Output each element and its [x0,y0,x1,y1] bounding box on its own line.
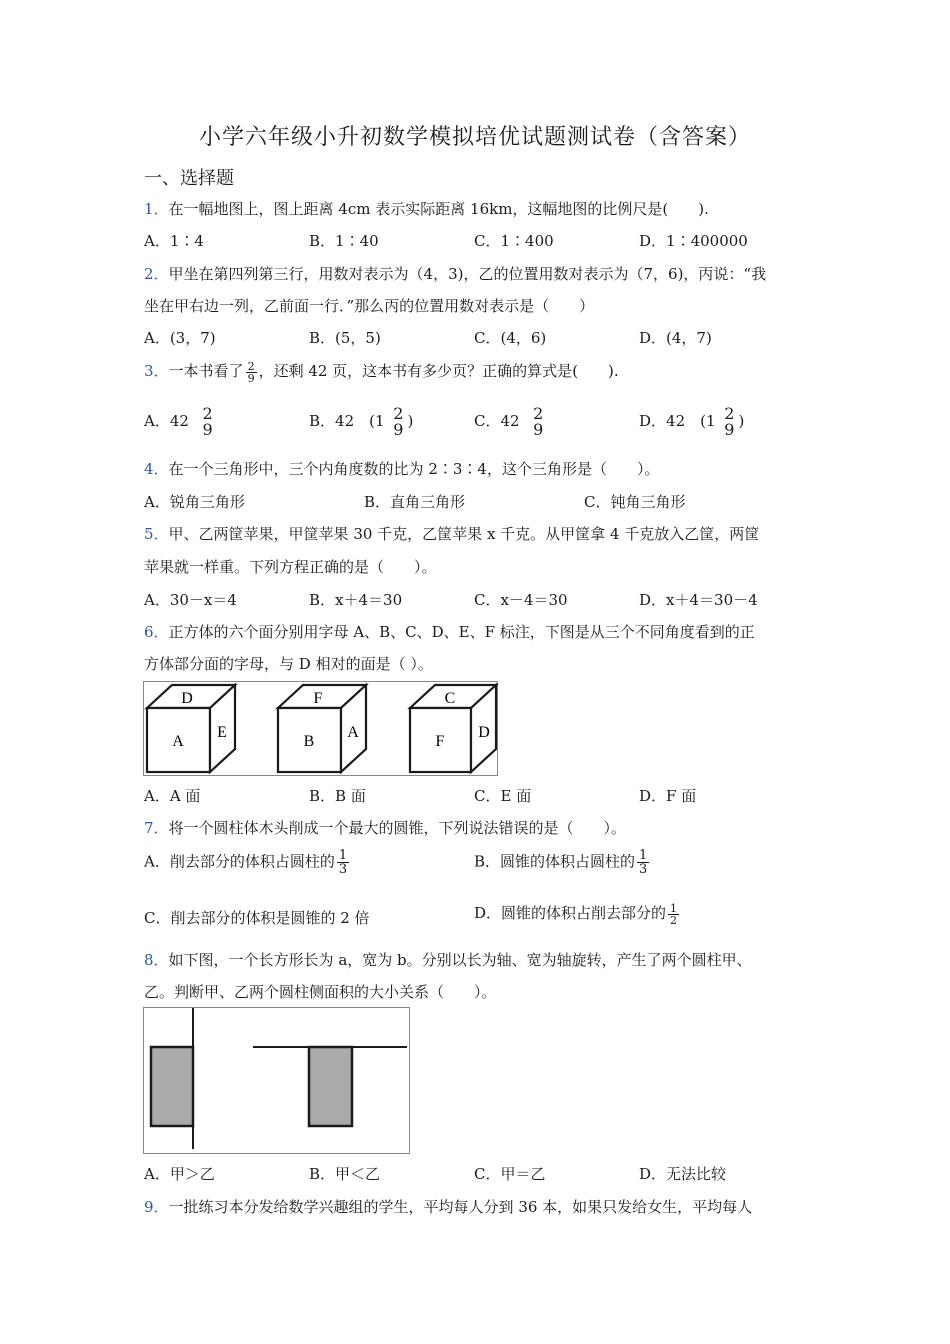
fraction: $\frac{1}{3}$ [338,848,348,877]
cube-side-label: A [347,724,359,741]
question-6 [144,621,755,642]
question-text-line1: 甲、乙两筐苹果，甲筐苹果 30 千克，乙筐苹果 x 千克。从甲筐拿 4 千克放入乙筐，两筐 [168,525,760,543]
option-a: A．削去部分的体积占圆柱的 $\frac{1}{3}$ [144,848,348,877]
fraction: 2 9 [724,404,735,439]
question-text-line2: 乙。判断甲、乙两个圆柱侧面积的大小关系（ ）。 [144,983,497,1001]
question-text: 一批练习本分发给数学兴趣组的学生，平均每人分到 36 本，如果只发给女生，平均每人 [168,1198,753,1216]
cube-top-label: C [444,690,456,707]
option-b: B．x＋4＝30 [309,591,403,609]
question-text: 一本书看了 [168,362,244,380]
question-4 [144,458,659,479]
option-d: D．圆锥的体积占削去部分的 $\frac{1}{2}$ [474,901,678,927]
question-number: 2． [144,265,169,283]
cube-1 [147,685,235,772]
option-b: B．(5，5) [309,329,381,347]
option-c: C．(4，6) [474,329,547,347]
option-b: B．甲＜乙 [309,1165,381,1183]
cube-front-label: F [435,733,445,750]
section-heading: 一、选择题 [144,168,234,189]
option-c: C．削去部分的体积是圆锥的 2 倍 [144,909,370,927]
option-d: D．42 (1 2 9 ) [639,404,745,439]
question-3 [144,360,619,384]
question-text: 在一个三角形中，三个内角度数的比为 2∶3∶4，这个三角形是（ ）。 [168,460,660,478]
question-number: 6． [144,623,169,641]
option-a: A．30－x＝4 [144,591,237,609]
question-text: 在一幅地图上，图上距离 4cm 表示实际距离 16km，这幅地图的比例尺是( ). [168,200,709,218]
option-c: C．钝角三角形 [584,493,686,511]
question-7 [144,817,626,838]
question-text: ，还剩 42 页，这本书有多少页？正确的算式是( ). [258,362,619,380]
cube-3 [410,685,496,772]
cube-front-label: A [172,733,184,750]
option-c: C．x－4＝30 [474,591,568,609]
question-number: 7． [144,819,169,837]
option-a: A．锐角三角形 [144,493,245,511]
question-1 [144,198,709,219]
fraction: 2 9 [202,404,213,439]
question-text-line1: 甲坐在第四列第三行，用数对表示为（4，3)，乙的位置用数对表示为（7，6)，丙说：“我 [168,265,767,283]
fraction: $\frac{1}{3}$ [639,848,648,877]
option-a: A．A 面 [144,787,201,805]
question-number: 1． [144,200,169,218]
question-number: 5． [144,525,169,543]
question-number: 4． [144,460,169,478]
cube-2 [278,685,366,772]
option-b: B．42 (1 2 9 ) [309,404,414,439]
fraction: 2 9 [533,404,544,439]
option-c: C．42 2 9 [474,404,544,439]
fraction: 2 9 [393,404,404,439]
option-c: C．E 面 [474,787,532,805]
cube-side-label: E [217,724,227,741]
option-a: A．(3，7) [144,329,216,347]
cube-top-label: D [181,690,193,707]
option-d: D．(4，7) [639,329,712,347]
question-text-line2: 坐在甲右边一列，乙前面一行．”那么丙的位置用数对表示是（ ） [144,297,595,315]
question-9 [144,1196,752,1217]
rectangles-figure [143,1007,411,1155]
option-b: B．B 面 [309,787,366,805]
option-b: B．直角三角形 [364,493,466,511]
question-8 [144,949,752,970]
option-d: D．1∶400000 [639,232,748,250]
question-text-line1: 如下图，一个长方形长为 a，宽为 b。分别以长为轴、宽为轴旋转，产生了两个圆柱甲、 [168,951,752,969]
cubes-figure [143,681,498,777]
option-a: A．1∶4 [144,232,204,250]
option-a: A．甲＞乙 [144,1165,215,1183]
question-number: 8． [144,951,169,969]
cube-top-label: F [313,690,323,707]
question-number: 3． [144,362,169,380]
fraction: $\frac{2}{9}$ [247,359,255,385]
question-2 [144,263,766,284]
question-text-line2: 苹果就一样重。下列方程正确的是（ ）。 [144,558,437,576]
option-d: D．x＋4＝30－4 [639,591,758,609]
fraction: $\frac{1}{2}$ [670,901,678,927]
question-text-line1: 正方体的六个面分别用字母 A、B、C、D、E、F 标注，下图是从三个不同角度看到的正 [168,623,755,641]
option-b: B．1∶40 [309,232,379,250]
option-c: C．甲＝乙 [474,1165,546,1183]
question-number: 9． [144,1198,169,1216]
option-a: A．42 2 9 [144,404,213,439]
cube-front-label: B [303,733,315,750]
rectangle-jia [151,1047,193,1126]
option-d: D．F 面 [639,787,697,805]
option-b: B．圆锥的体积占圆柱的 $\frac{1}{3}$ [474,848,648,877]
question-5 [144,523,759,544]
option-c: C．1∶400 [474,232,554,250]
question-text: 将一个圆柱体木头削成一个最大的圆锥，下列说法错误的是（ ）。 [168,819,627,837]
question-text-line2: 方体部分面的字母，与 D 相对的面是（ ）。 [144,655,433,673]
cube-side-label: D [478,724,490,741]
page-title: 小学六年级小升初数学模拟培优试题测试卷（含答案） [198,125,751,150]
rectangle-yi [309,1047,352,1126]
option-d: D．无法比较 [639,1165,727,1183]
